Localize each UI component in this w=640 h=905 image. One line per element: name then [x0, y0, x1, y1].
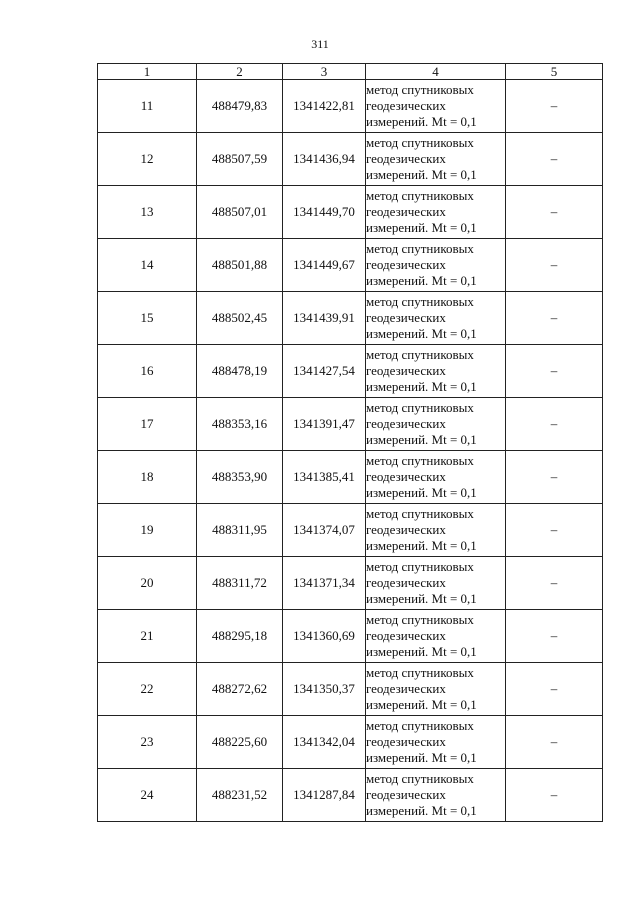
method-line: измерений. Mt = 0,1 [366, 644, 477, 659]
method-line: измерений. Mt = 0,1 [366, 114, 477, 129]
table-row [98, 186, 603, 239]
method-line: измерений. Mt = 0,1 [366, 220, 477, 235]
coordinate-y: 1341391,47 [283, 398, 366, 451]
coordinate-x: 488272,62 [197, 663, 283, 716]
header-row [98, 64, 603, 80]
coordinate-x: 488225,60 [197, 716, 283, 769]
method-line: метод спутниковых [366, 82, 474, 97]
point-number: 18 [98, 451, 197, 504]
table-row [98, 769, 603, 822]
method-line: метод спутниковых [366, 347, 474, 362]
method-line: метод спутниковых [366, 294, 474, 309]
method-line: геодезических [366, 787, 446, 802]
method-line: геодезических [366, 204, 446, 219]
point-number: 19 [98, 504, 197, 557]
point-number: 17 [98, 398, 197, 451]
coordinate-y: 1341427,54 [283, 345, 366, 398]
note-cell: – [506, 398, 603, 451]
coordinate-y: 1341449,67 [283, 239, 366, 292]
method-line: геодезических [366, 734, 446, 749]
coordinate-x: 488507,01 [197, 186, 283, 239]
point-number: 23 [98, 716, 197, 769]
method-line: геодезических [366, 363, 446, 378]
note-cell: – [506, 557, 603, 610]
method-line: геодезических [366, 310, 446, 325]
method-line: измерений. Mt = 0,1 [366, 485, 477, 500]
table-row [98, 239, 603, 292]
note-cell: – [506, 663, 603, 716]
coordinate-y: 1341360,69 [283, 610, 366, 663]
coordinate-y: 1341436,94 [283, 133, 366, 186]
point-number: 20 [98, 557, 197, 610]
point-number: 11 [98, 80, 197, 133]
method-line: измерений. Mt = 0,1 [366, 591, 477, 606]
coordinate-y: 1341422,81 [283, 80, 366, 133]
coordinate-y: 1341439,91 [283, 292, 366, 345]
coordinate-x: 488501,88 [197, 239, 283, 292]
method-line: измерений. Mt = 0,1 [366, 326, 477, 341]
table-row [98, 610, 603, 663]
note-cell: – [506, 451, 603, 504]
method-line: геодезических [366, 416, 446, 431]
point-number: 22 [98, 663, 197, 716]
method-line: измерений. Mt = 0,1 [366, 432, 477, 447]
method-line: геодезических [366, 469, 446, 484]
coordinate-x: 488353,16 [197, 398, 283, 451]
method-line: геодезических [366, 151, 446, 166]
method-cell [366, 716, 506, 769]
method-line: геодезических [366, 522, 446, 537]
coordinate-x: 488479,83 [197, 80, 283, 133]
method-line: метод спутниковых [366, 135, 474, 150]
point-number: 15 [98, 292, 197, 345]
coordinate-x: 488507,59 [197, 133, 283, 186]
point-number: 12 [98, 133, 197, 186]
point-number: 16 [98, 345, 197, 398]
method-cell [366, 398, 506, 451]
method-line: метод спутниковых [366, 718, 474, 733]
method-cell [366, 769, 506, 822]
method-line: метод спутниковых [366, 612, 474, 627]
table-row [98, 557, 603, 610]
note-cell: – [506, 292, 603, 345]
method-line: метод спутниковых [366, 559, 474, 574]
coordinate-x: 488295,18 [197, 610, 283, 663]
point-number: 24 [98, 769, 197, 822]
method-line: геодезических [366, 257, 446, 272]
method-cell [366, 504, 506, 557]
method-line: метод спутниковых [366, 665, 474, 680]
note-cell: – [506, 239, 603, 292]
point-number: 21 [98, 610, 197, 663]
coordinate-x: 488478,19 [197, 345, 283, 398]
method-line: метод спутниковых [366, 453, 474, 468]
table-row [98, 451, 603, 504]
method-line: метод спутниковых [366, 506, 474, 521]
point-number: 14 [98, 239, 197, 292]
method-line: геодезических [366, 628, 446, 643]
table-row [98, 716, 603, 769]
method-line: геодезических [366, 681, 446, 696]
column-header: 3 [283, 64, 366, 80]
method-cell [366, 663, 506, 716]
column-header: 1 [98, 64, 197, 80]
column-header: 2 [197, 64, 283, 80]
note-cell: – [506, 610, 603, 663]
note-cell: – [506, 769, 603, 822]
method-line: метод спутниковых [366, 241, 474, 256]
coordinate-y: 1341371,34 [283, 557, 366, 610]
method-cell [366, 186, 506, 239]
coordinate-y: 1341374,07 [283, 504, 366, 557]
method-line: геодезических [366, 98, 446, 113]
column-header: 4 [366, 64, 506, 80]
coordinate-y: 1341350,37 [283, 663, 366, 716]
method-line: измерений. Mt = 0,1 [366, 750, 477, 765]
table-row [98, 663, 603, 716]
note-cell: – [506, 504, 603, 557]
method-cell [366, 80, 506, 133]
table-row [98, 133, 603, 186]
method-cell [366, 133, 506, 186]
coordinate-x: 488353,90 [197, 451, 283, 504]
coordinate-x: 488231,52 [197, 769, 283, 822]
column-header: 5 [506, 64, 603, 80]
method-cell [366, 292, 506, 345]
method-line: измерений. Mt = 0,1 [366, 273, 477, 288]
coordinate-x: 488311,72 [197, 557, 283, 610]
table-row [98, 80, 603, 133]
method-line: измерений. Mt = 0,1 [366, 697, 477, 712]
coordinate-y: 1341385,41 [283, 451, 366, 504]
coordinates-table [97, 63, 603, 822]
method-line: метод спутниковых [366, 188, 474, 203]
note-cell: – [506, 186, 603, 239]
table-row [98, 292, 603, 345]
table-row [98, 504, 603, 557]
method-line: измерений. Mt = 0,1 [366, 538, 477, 553]
note-cell: – [506, 716, 603, 769]
table-row [98, 398, 603, 451]
coordinate-x: 488502,45 [197, 292, 283, 345]
method-line: геодезических [366, 575, 446, 590]
note-cell: – [506, 80, 603, 133]
method-cell [366, 610, 506, 663]
method-line: измерений. Mt = 0,1 [366, 803, 477, 818]
note-cell: – [506, 345, 603, 398]
method-line: измерений. Mt = 0,1 [366, 167, 477, 182]
coordinate-y: 1341449,70 [283, 186, 366, 239]
coordinate-x: 488311,95 [197, 504, 283, 557]
point-number: 13 [98, 186, 197, 239]
method-cell [366, 557, 506, 610]
table-row [98, 345, 603, 398]
method-line: метод спутниковых [366, 771, 474, 786]
page-number: 311 [311, 37, 329, 51]
method-line: метод спутниковых [366, 400, 474, 415]
method-cell [366, 451, 506, 504]
note-cell: – [506, 133, 603, 186]
table-body [98, 80, 603, 822]
coordinate-y: 1341287,84 [283, 769, 366, 822]
method-cell [366, 345, 506, 398]
method-line: измерений. Mt = 0,1 [366, 379, 477, 394]
coordinate-y: 1341342,04 [283, 716, 366, 769]
method-cell [366, 239, 506, 292]
